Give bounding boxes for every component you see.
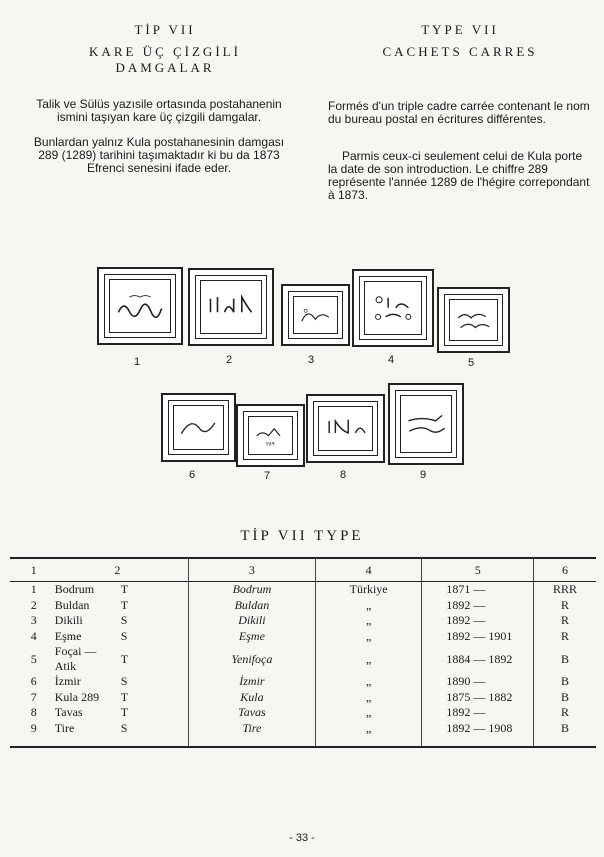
office-name-cell: İzmir — [54, 674, 81, 689]
rarity-cell: R — [561, 628, 570, 643]
office-name-french-cell: Dikili — [188, 613, 315, 629]
date-range-cell: 1892 — 1901 — [422, 629, 534, 645]
country-cell: „ — [315, 629, 422, 645]
date-range-cell: 1892 — — [422, 598, 534, 614]
date-range-cell: 1884 — 1892 — [422, 644, 534, 674]
turkish-paragraph-1: Talik ve Sülüs yazısile ortasında postahanenin ismini taşıyan kare üç çizgili damgalar. — [36, 97, 282, 124]
column-header-6: 6 — [534, 558, 596, 582]
table-title: TİP VII TYPE — [240, 528, 364, 544]
table-row — [10, 613, 596, 629]
office-name-french-cell: Bodrum — [188, 582, 315, 598]
table-body — [10, 582, 596, 748]
stamp-number-8: 8 — [340, 469, 347, 481]
rarity-cell: B — [561, 720, 570, 735]
stamp-number-6: 6 — [189, 469, 196, 481]
stamp-1 — [97, 267, 183, 345]
stamp-number-4: 4 — [388, 354, 395, 366]
office-name-cell: Dikili — [54, 613, 83, 628]
table-row — [10, 644, 596, 674]
script-mark-cell: T — [113, 582, 189, 598]
rarity-cell: RRR — [553, 582, 578, 597]
calligraphy-icon — [452, 304, 494, 336]
office-name-cell: Buldan — [54, 597, 90, 612]
rarity-cell: R — [561, 597, 570, 612]
table-row — [10, 721, 596, 748]
table-header-row — [10, 558, 596, 582]
stamp-5 — [437, 287, 510, 353]
calligraphy-icon — [251, 421, 290, 451]
stamp-9 — [388, 383, 464, 465]
table-row — [10, 582, 596, 598]
table-row — [10, 598, 596, 614]
office-name-cell: Bodrum — [54, 582, 95, 597]
turkish-subtitle: KARE ÜÇ ÇİZGİLİ DAMGALAR — [89, 44, 241, 75]
calligraphy-icon — [176, 410, 220, 444]
date-range-cell: 1875 — 1882 — [422, 690, 534, 706]
country-cell: „ — [315, 721, 422, 748]
office-name-french-cell: Tavas — [188, 705, 315, 721]
row-number-cell: 2 — [30, 597, 37, 612]
stamp-number-5: 5 — [468, 357, 475, 369]
country-cell: „ — [315, 613, 422, 629]
office-name-cell: Foçai — Atik — [54, 644, 97, 673]
stamp-4 — [352, 269, 434, 347]
country-cell: „ — [315, 705, 422, 721]
table-row — [10, 629, 596, 645]
date-range-cell: 1871 — — [422, 582, 534, 598]
office-name-french-cell: Yenifoça — [188, 644, 315, 674]
date-range-cell: 1892 — 1908 — [422, 721, 534, 748]
office-name-cell: Tire — [54, 720, 75, 735]
turkish-paragraph-2: Bunlardan yalnız Kula postahanesinin damgası 289 (1289) tarihini taşımaktadır ki bu da 1873 Efrenci senesini ifade eder. — [33, 135, 285, 175]
office-name-french-cell: Buldan — [188, 598, 315, 614]
rarity-cell: B — [561, 674, 570, 689]
script-mark-cell: S — [113, 629, 189, 645]
column-header-2: 2 — [47, 558, 189, 582]
stamp-6 — [161, 393, 236, 462]
calligraphy-icon — [368, 287, 418, 329]
calligraphy-icon — [204, 286, 258, 328]
calligraphy-icon — [296, 301, 335, 330]
table-row — [10, 705, 596, 721]
french-subtitle: CACHETS CARRES — [382, 44, 538, 59]
row-number-cell: 1 — [30, 582, 37, 597]
country-cell: „ — [315, 674, 422, 690]
stamp-number-9: 9 — [420, 469, 427, 481]
script-mark-cell: S — [113, 674, 189, 690]
row-number-cell: 8 — [30, 705, 37, 720]
script-mark-cell: T — [113, 644, 189, 674]
turkish-heading — [40, 22, 290, 76]
table-row — [10, 674, 596, 690]
calligraphy-icon — [322, 411, 370, 445]
column-header-4: 4 — [315, 558, 422, 582]
svg-text:٢٨٩: ٢٨٩ — [266, 441, 275, 448]
script-mark-cell: S — [113, 613, 189, 629]
country-cell: Türkiye — [315, 582, 422, 598]
stamp-7 — [236, 404, 305, 467]
column-header-3: 3 — [188, 558, 315, 582]
script-mark-cell: T — [113, 705, 189, 721]
rarity-cell: R — [561, 613, 570, 628]
row-number-cell: 3 — [30, 613, 37, 628]
office-name-french-cell: Kula — [188, 690, 315, 706]
column-header-5: 5 — [422, 558, 534, 582]
calligraphy-icon — [404, 402, 449, 447]
french-type-title: TYPE VII — [421, 22, 499, 37]
calligraphy-icon — [113, 285, 167, 327]
turkish-type-title: TİP VII — [134, 22, 196, 37]
script-mark-cell: T — [113, 598, 189, 614]
country-cell: „ — [315, 598, 422, 614]
office-name-french-cell: Tire — [188, 721, 315, 748]
date-range-cell: 1892 — — [422, 705, 534, 721]
date-range-cell: 1890 — — [422, 674, 534, 690]
stamp-number-2: 2 — [226, 354, 233, 366]
row-number-cell: 9 — [30, 720, 37, 735]
script-mark-cell: S — [113, 721, 189, 748]
office-name-cell: Eşme — [54, 628, 82, 643]
office-name-french-cell: İzmir — [188, 674, 315, 690]
rarity-cell: B — [561, 689, 570, 704]
stamp-number-7: 7 — [264, 470, 271, 482]
stamp-number-3: 3 — [308, 354, 315, 366]
stamp-8 — [306, 394, 385, 463]
rarity-cell: R — [561, 705, 570, 720]
office-name-french-cell: Eşme — [188, 629, 315, 645]
office-name-cell: Tavas — [54, 705, 83, 720]
row-number-cell: 6 — [30, 674, 37, 689]
post-office-table — [10, 557, 596, 750]
rarity-cell: B — [561, 651, 570, 666]
page-number: - 33 - — [289, 832, 315, 844]
stamp-3 — [281, 284, 350, 346]
french-paragraph-2: Parmis ceux-ci seulement celui de Kula porte la date de son introduction. Le chiffre 289 représente l'année 1289 de l'hégire correpondant à 1873. — [328, 149, 590, 202]
row-number-cell: 4 — [30, 628, 37, 643]
row-number-cell: 5 — [30, 651, 37, 666]
table-row — [10, 690, 596, 706]
french-heading — [325, 22, 595, 60]
column-header-1: 1 — [10, 558, 47, 582]
country-cell: „ — [315, 690, 422, 706]
french-paragraph-1: Formés d'un triple cadre carrée contenant le nom du bureau postal en écritures différentes. — [328, 99, 590, 126]
stamp-number-1: 1 — [134, 356, 141, 368]
row-number-cell: 7 — [30, 689, 37, 704]
script-mark-cell: T — [113, 690, 189, 706]
office-name-cell: Kula 289 — [54, 689, 100, 704]
date-range-cell: 1892 — — [422, 613, 534, 629]
stamp-2 — [188, 268, 274, 346]
country-cell: „ — [315, 644, 422, 674]
